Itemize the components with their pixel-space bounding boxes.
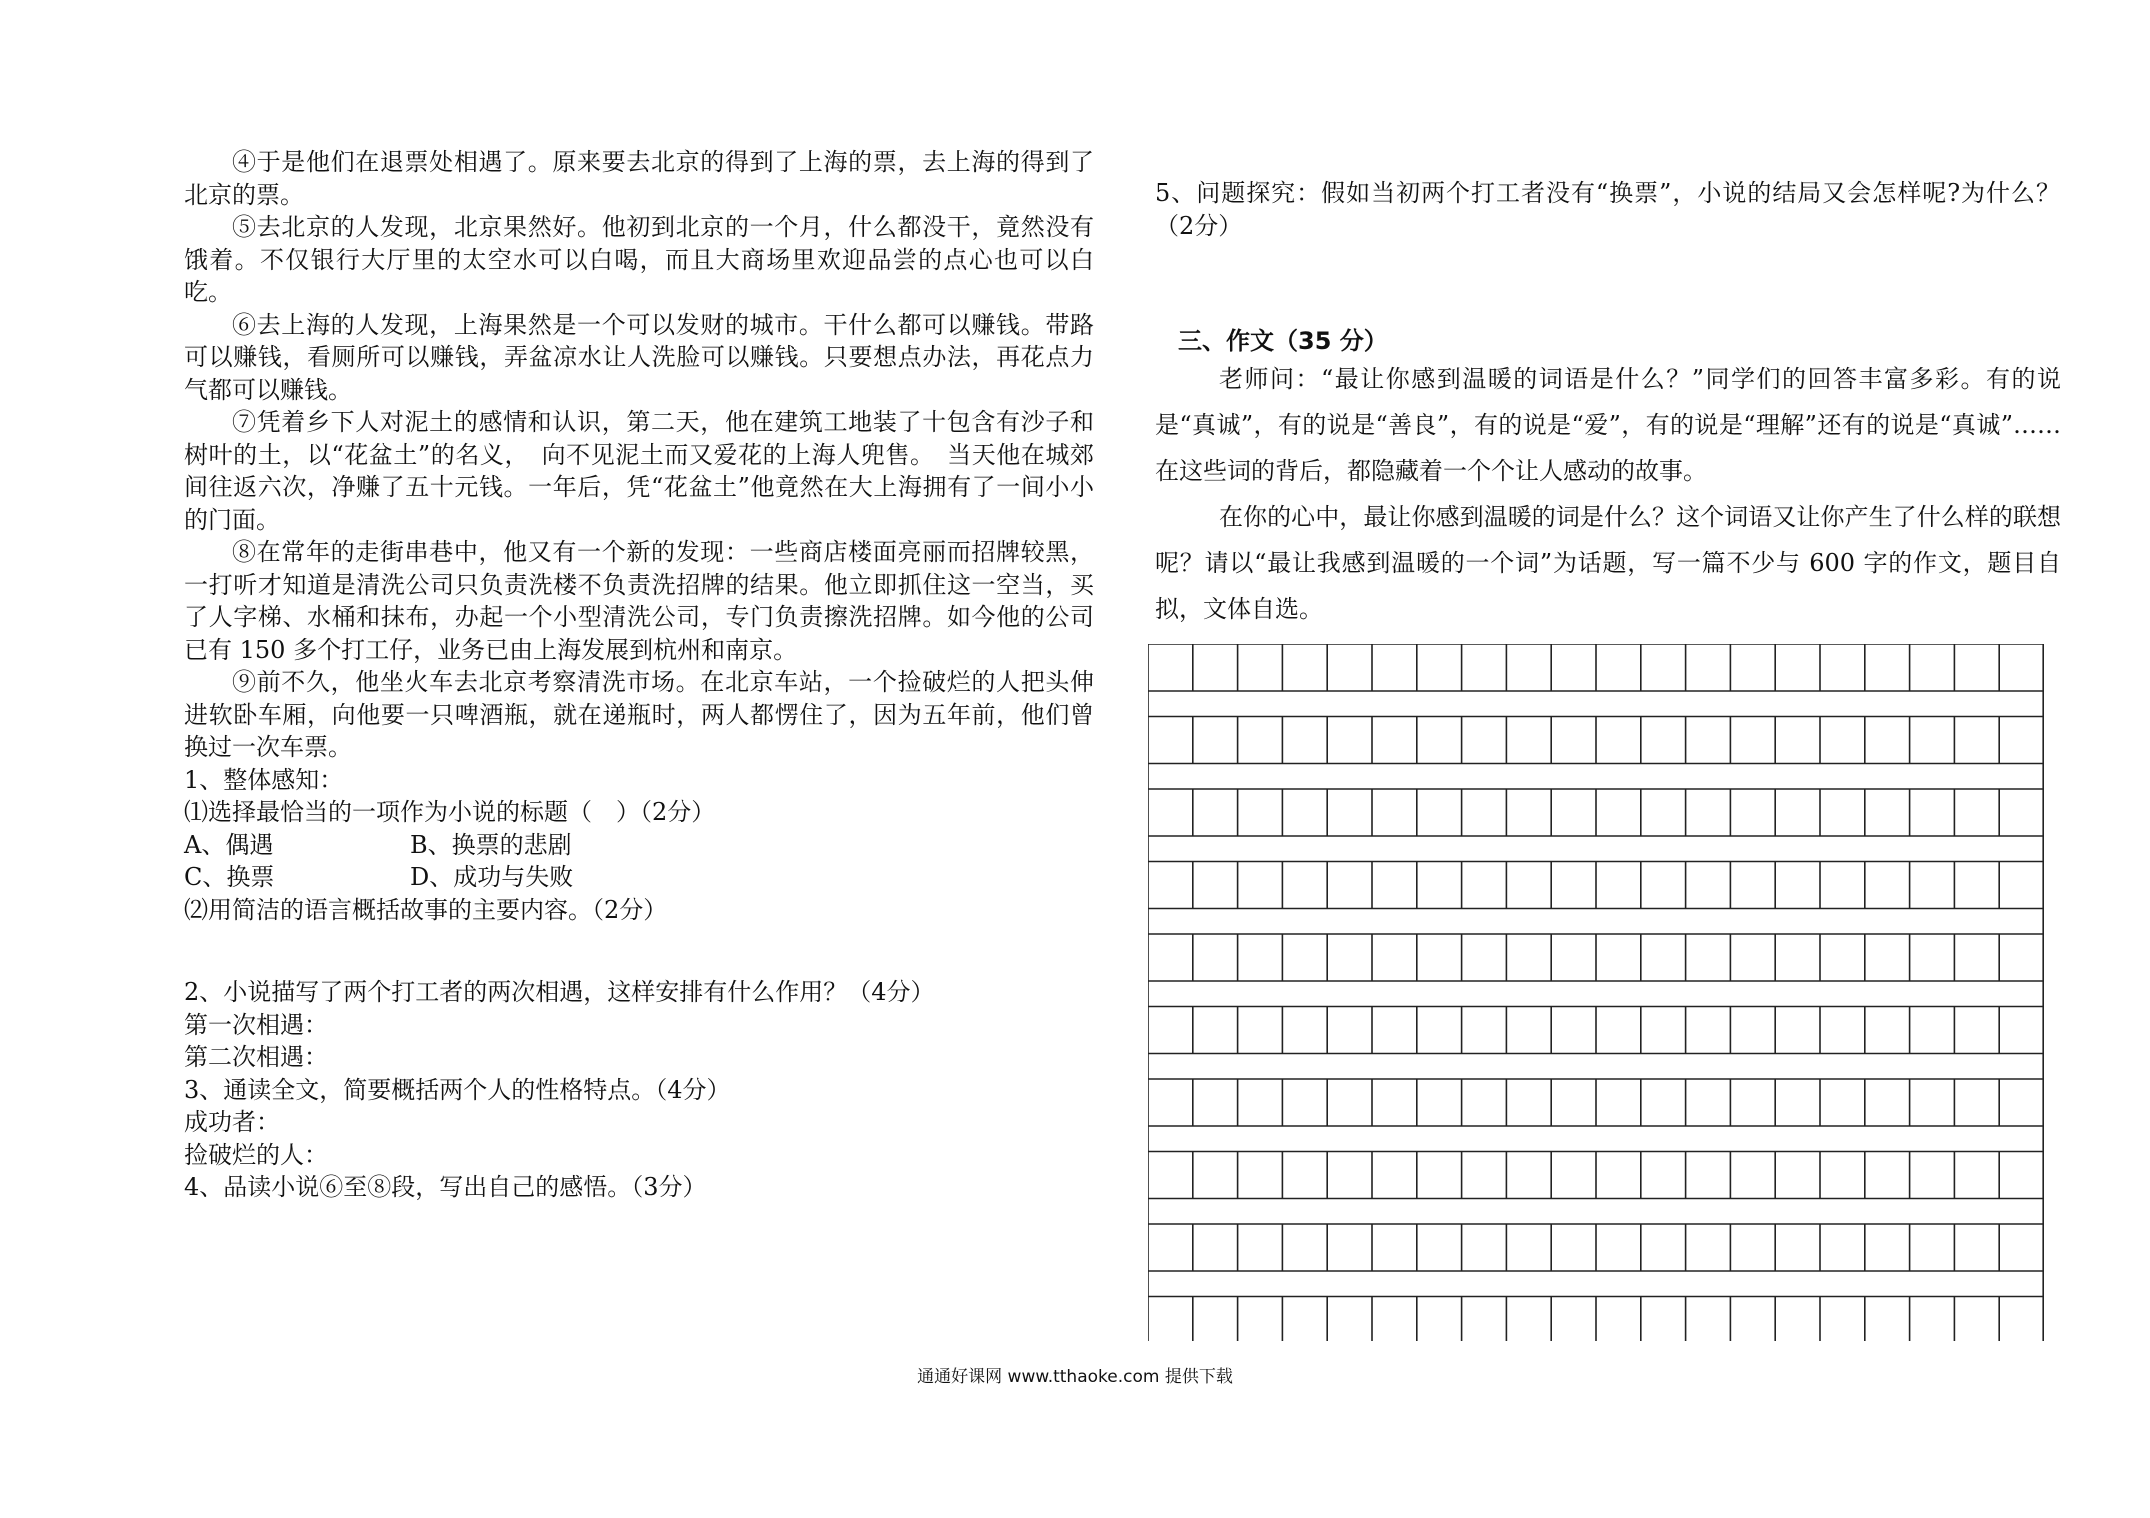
left-column <box>184 146 1094 1204</box>
question-5: 5、问题探究：假如当初两个打工者没有“换票”，小说的结局又会怎样呢?为什么？（2分） <box>1155 179 2060 240</box>
composition-prompt <box>1155 356 2061 632</box>
footer-source: 通通好课网 www.tthaoke.com 提供下载 <box>917 1367 1233 1387</box>
story-paragraph-4: ④于是他们在退票处相遇了。原来要去北京的得到了上海的票，去上海的得到了北京的票。 <box>184 148 1094 209</box>
story-paragraph-8: ⑧在常年的走街串巷中，他又有一个新的发现：一些商店楼面亮丽而招牌较黑，一打听才知道是清洗公司只负责洗楼不负责洗招牌的结果。他立即抓住这一空当，买了人字梯、水桶和抹布，办起一个小型清洗公司，专门负责擦洗招牌。如今他的公司已有 150 多个打工仔，业务已由上海发展到杭州和南京。 <box>184 538 1094 664</box>
question-4: 4、品读小说⑥至⑧段，写出自己的感悟。（3分） <box>184 1173 707 1201</box>
question-2-first-meeting: 第一次相遇： <box>184 1010 328 1039</box>
writing-grid <box>1148 644 2044 1341</box>
question-1-1: ⑴选择最恰当的一项作为小说的标题（ ）（2分） <box>184 798 716 826</box>
story-paragraph-9: ⑨前不久，他坐火车去北京考察清洗市场。在北京车站，一个捡破烂的人把头伸进软卧车厢，向他要一只啤酒瓶，就在递瓶时，两人都愣住了，因为五年前，他们曾换过一次车票。 <box>184 668 1094 761</box>
story-paragraph-6: ⑥去上海的人发现，上海果然是一个可以发财的城市。干什么都可以赚钱。带路可以赚钱，看厕所可以赚钱，弄盆凉水让人洗脸可以赚钱。只要想点办法，再花点力气都可以赚钱。 <box>184 310 1094 404</box>
question-1: 1、整体感知： <box>184 765 344 794</box>
question-3-successful-person: 成功者： <box>184 1108 280 1136</box>
question-3: 3、通读全文，简要概括两个人的性格特点。（4分） <box>184 1075 731 1104</box>
story-paragraph-7: ⑦凭着乡下人对泥土的感情和认识，第二天，他在建筑工地装了十包含有沙子和树叶的土，以“花盆土”的名义， 向不见泥土而又爱花的上海人兜售。 当天他在城郊间往返六次，净赚了五十元钱。一年后，凭“花盆土”他竟然在大上海拥有了一间小小的门面。 <box>184 408 1094 534</box>
option-a: A、偶遇 <box>184 830 274 859</box>
composition-prompt-paragraph-1: 老师问：“最让你感到温暖的词语是什么？”同学们的回答丰富多彩。有的说是“真诚”，有的说是“善良”，有的说是“爱”，有的说是“理解”还有的说是“真诚”……在这些词的背后，都隐藏着一个个让人感动的故事。 <box>1155 365 2061 485</box>
composition-prompt-paragraph-2: 在你的心中，最让你感到温暖的词是什么？这个词语又让你产生了什么样的联想呢？请以“最让我感到温暖的一个词”为话题，写一篇不少与 600 字的作文，题目自拟，文体自选。 <box>1155 503 2061 623</box>
question-2-second-meeting: 第二次相遇： <box>184 1043 328 1071</box>
option-c: C、换票 <box>184 863 275 891</box>
options-row-2 <box>184 861 1094 894</box>
question-2: 2、小说描写了两个打工者的两次相遇，这样安排有什么作用？（4分） <box>184 978 935 1006</box>
option-d: D、成功与失败 <box>410 863 574 891</box>
option-b: B、换票的悲剧 <box>410 830 572 859</box>
right-column <box>1155 177 2060 242</box>
composition-section-title: 三、作文（35 分） <box>1178 327 1388 355</box>
story-paragraph-5: ⑤去北京的人发现，北京果然好。他初到北京的一个月，什么都没干，竟然没有饿着。不仅银行大厅里的太空水可以白喝，而且大商场里欢迎品尝的点心也可以白吃。 <box>184 213 1094 306</box>
question-3-scavenger: 捡破烂的人： <box>184 1140 328 1169</box>
options-row-1 <box>184 829 1094 862</box>
question-1-2: ⑵用简洁的语言概括故事的主要内容。（2分） <box>184 895 668 924</box>
